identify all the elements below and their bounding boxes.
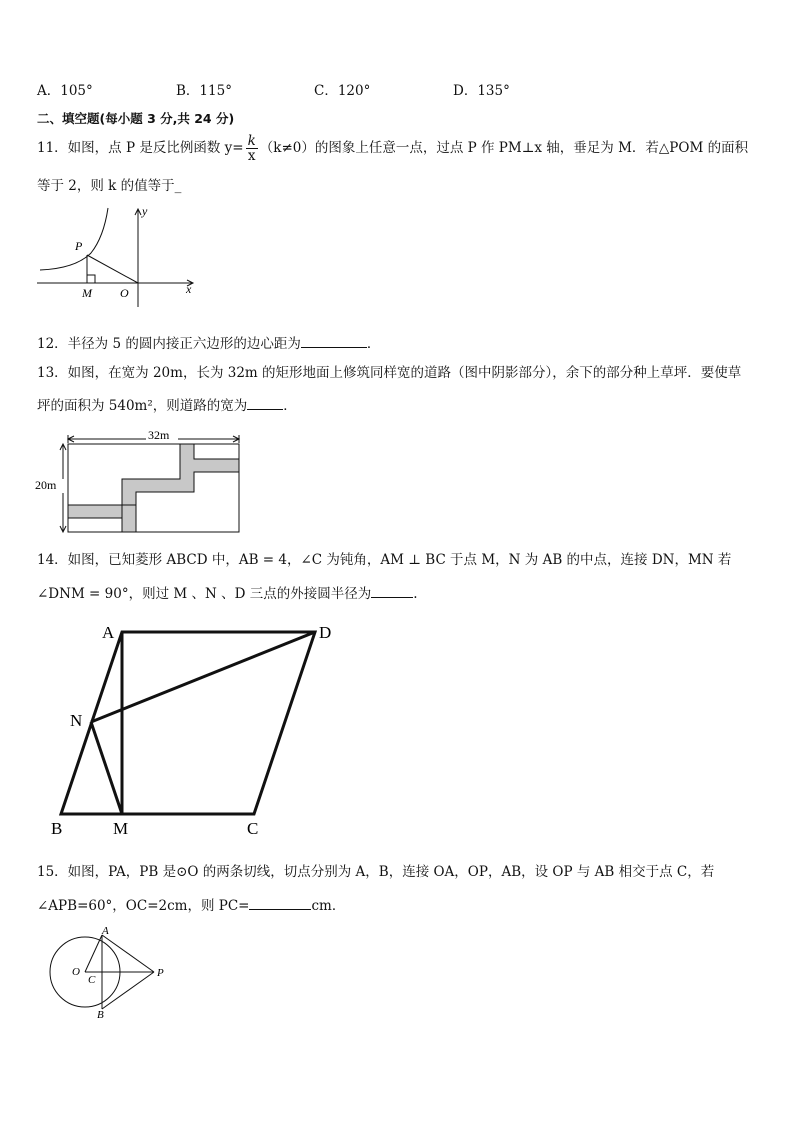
- q14-line1: 14．如图，已知菱形 ABCD 中，AB = 4，∠C 为钝角，AM ⊥ BC 于点 M，N 为 AB 的中点，连接 DN，MN 若: [37, 552, 732, 568]
- q14-answer-blank[interactable]: [371, 583, 413, 598]
- label-p: P: [157, 967, 164, 979]
- height-label: 20m: [35, 478, 57, 492]
- label-n: N: [70, 711, 83, 730]
- label-m: M: [113, 819, 129, 838]
- q15-text-b: cm．: [311, 898, 346, 914]
- label-x: x: [186, 282, 192, 296]
- q14-figure: [45, 618, 345, 843]
- q11-fraction-numerator: k: [247, 133, 256, 149]
- q14-line2: [37, 583, 418, 603]
- label-p: P: [75, 239, 83, 253]
- right-angle-mark: [87, 275, 95, 283]
- label-y: y: [142, 204, 148, 218]
- q15-line1: 15．如图，PA，PB 是⊙O 的两条切线，切点分别为 A，B，连接 OA，OP，AB，设 OP 与 AB 相交于点 C，若: [37, 864, 715, 880]
- q13-text: 坪的面积为 540m²，则道路的宽为: [37, 398, 248, 414]
- tangent-pa: [102, 935, 154, 972]
- q13-line2: [37, 395, 297, 415]
- q15-answer-blank[interactable]: [249, 895, 311, 910]
- option-d: D．135°: [453, 83, 510, 99]
- section-heading: 二、填空题(每小题 3 分,共 24 分): [37, 111, 235, 126]
- segment-dn: [91, 632, 315, 722]
- q13-figure: [33, 426, 245, 536]
- road-vertical-lower: [122, 505, 136, 532]
- q11-line1: [37, 134, 748, 163]
- q12-end: ．: [366, 336, 381, 352]
- q14-text: ∠DNM = 90°，则过 M 、N 、D 三点的外接圆半径为: [37, 586, 372, 602]
- option-a: A．105°: [37, 83, 93, 99]
- option-b: B．115°: [176, 83, 232, 99]
- label-b: B: [51, 819, 63, 838]
- q11-fraction-denominator: x: [247, 148, 256, 164]
- label-m: M: [82, 286, 92, 300]
- q15-text-a: ∠APB=60°，OC=2cm，则 PC=: [37, 898, 250, 914]
- q14-end: .: [413, 586, 418, 602]
- q13-answer-blank[interactable]: [247, 395, 283, 410]
- q15-figure: [44, 923, 179, 1023]
- segment-oa: [85, 935, 102, 972]
- q15-line2: [37, 895, 345, 915]
- label-d: D: [319, 623, 332, 642]
- label-a: A: [102, 623, 115, 642]
- q11-text-part2: （k≠0）的图象上任意一点，过点 P 作 PM⊥x 轴，垂足为 M．若△POM 的面积: [259, 140, 749, 156]
- width-label: 32m: [148, 428, 170, 442]
- q11-text-part1: 11．如图，点 P 是反比例函数 y=: [37, 140, 244, 156]
- tangent-pb: [102, 972, 154, 1009]
- q11-line2: 等于 2，则 k 的值等于_: [37, 178, 182, 194]
- label-c: C: [247, 819, 259, 838]
- label-a: A: [102, 925, 109, 937]
- label-o: O: [72, 966, 80, 978]
- label-c: C: [88, 974, 96, 986]
- q12-line: [37, 333, 380, 353]
- label-o: O: [120, 286, 129, 300]
- q13-line1: 13．如图，在宽为 20m，长为 32m 的矩形地面上修筑同样宽的道路（图中阴影部分），余下的部分种上草坪．要使草: [37, 365, 742, 381]
- q11-fraction: [246, 134, 258, 163]
- label-b: B: [97, 1009, 104, 1021]
- q12-answer-blank[interactable]: [301, 333, 367, 348]
- q11-figure: [35, 203, 205, 308]
- rhombus-abcd: [61, 632, 315, 814]
- segment-nm: [91, 722, 122, 814]
- q12-text: 12．半径为 5 的圆内接正六边形的边心距为: [37, 336, 301, 352]
- q13-end: ．: [283, 398, 297, 414]
- option-c: C．120°: [314, 83, 371, 99]
